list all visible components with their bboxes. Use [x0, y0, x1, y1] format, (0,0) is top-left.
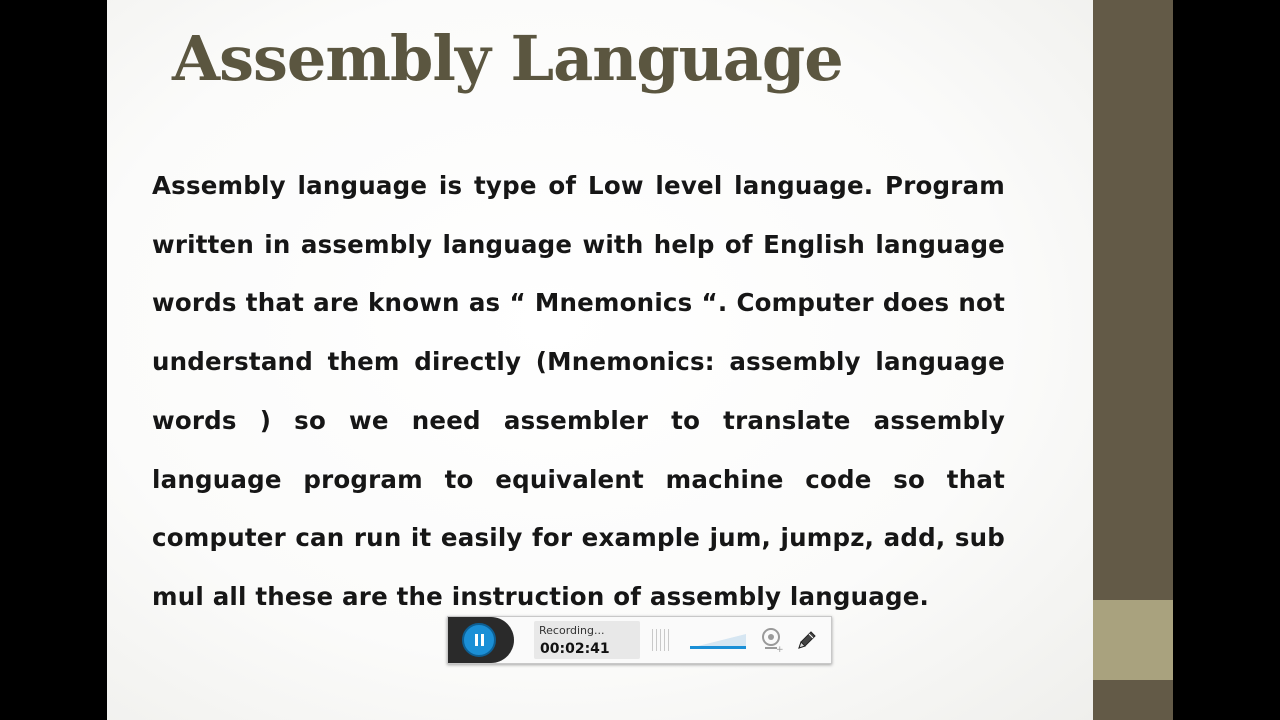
pen-icon[interactable] [795, 628, 819, 652]
slide-body-text: Assembly language is type of Low level language. Program written in assembly language with help of English language words that are known as “ Mnemonics “. Computer does not understand them directly (Mnemonics: assembly language words ) so we need assembler to translate assembly language program to equivalent machine code so that computer can run it easily for example jum, jumpz, add, sub mul all these are the instruction of assembly language. [152, 171, 1005, 611]
webcam-icon[interactable] [760, 627, 784, 653]
recording-elapsed-time: 00:02:41 [540, 641, 610, 657]
slide-side-accent [1093, 600, 1173, 680]
slide-title: Assembly Language [172, 22, 843, 95]
drag-grip-icon[interactable] [652, 629, 670, 651]
pause-button[interactable] [462, 623, 496, 657]
volume-level-icon[interactable] [690, 631, 748, 651]
pause-icon [475, 634, 484, 646]
recording-status-panel [534, 621, 640, 659]
recorder-button-area [448, 617, 514, 663]
recording-status-label: Recording... [539, 624, 605, 637]
svg-text:+: + [776, 645, 784, 653]
screen-recorder-toolbar[interactable] [447, 616, 832, 664]
slide-canvas [107, 0, 1093, 720]
